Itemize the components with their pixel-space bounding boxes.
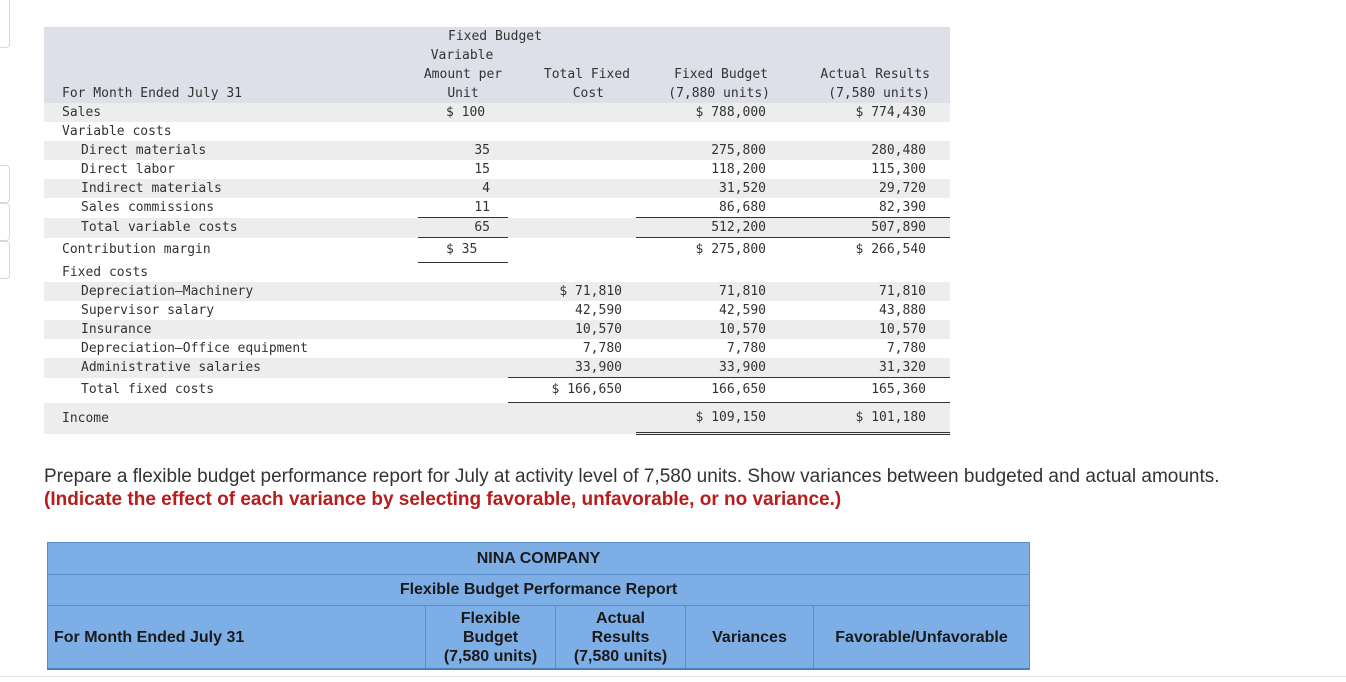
report-title-row: [48, 575, 1030, 606]
table-row: Depreciation—Office equipment 7,780 7,780 7,780: [81, 341, 926, 356]
table-header-row: [44, 27, 950, 103]
report-col-favorable-unfavorable: Favorable/Unfavorable: [814, 606, 1030, 670]
page-divider: [0, 676, 1346, 677]
total-fixed-row: Total fixed costs $ 166,650 166,650 165,360: [44, 378, 950, 403]
table-row: Supervisor salary 42,590 42,590 43,880: [81, 303, 926, 318]
report-col-variances: Variances: [686, 606, 814, 670]
edge-tab: [0, 203, 10, 241]
table-row: Direct materials 35 275,800 280,480: [44, 141, 950, 160]
report-header-row: [48, 606, 1030, 670]
instructions-text: Prepare a flexible budget performance report for July at activity level of 7,580 units. Show variances between budgeted and actual amounts.: [44, 466, 1220, 487]
table-row: Indirect materials 4 31,520 29,720: [44, 179, 950, 198]
header-variable-per-unit: Fixed Budget Variable Amount per Unit: [418, 27, 508, 103]
header-actual-results: Actual Results (7,580 units): [784, 27, 950, 103]
report-col-actual-results: Actual Results (7,580 units): [556, 606, 686, 670]
header-total-fixed-cost: Total Fixed Cost: [508, 27, 636, 103]
income-row: Income $ 109,150 $ 101,180: [44, 403, 950, 434]
header-fixed-budget: Fixed Budget (7,880 units): [636, 27, 784, 103]
variable-costs-heading-row: Variable costs: [62, 124, 172, 139]
table-row: Depreciation—Machinery $ 71,810 71,810 71,810: [44, 282, 950, 301]
total-variable-row: Total variable costs 65 512,200 507,890: [44, 218, 950, 238]
edge-tab: [0, 165, 10, 203]
instructions-emphasis: (Indicate the effect of each variance by selecting favorable, unfavorable, or no variance.): [44, 489, 842, 510]
fixed-budget-table: [44, 27, 950, 435]
header-period-label: For Month Ended July 31: [44, 27, 418, 103]
report-company: NINA COMPANY: [48, 543, 1030, 575]
performance-report-table: [47, 542, 1030, 670]
table-row: Direct labor 15 118,200 115,300: [81, 162, 926, 177]
table-row: Insurance 10,570 10,570 10,570: [44, 320, 950, 339]
edge-tab: [0, 0, 10, 48]
fixed-costs-heading-row: Fixed costs: [62, 265, 149, 280]
instructions: [44, 465, 1224, 511]
table-row: Administrative salaries 33,900 33,900 31,320: [44, 358, 950, 378]
report-company-row: [48, 543, 1030, 575]
report-title: Flexible Budget Performance Report: [48, 575, 1030, 606]
report-col-flexible-budget: Flexible Budget (7,580 units): [426, 606, 556, 670]
report-period-label: For Month Ended July 31: [48, 606, 426, 670]
table-row: Sales commissions 11 86,680 82,390: [44, 198, 950, 218]
edge-tab: [0, 241, 10, 279]
contribution-margin-row: Contribution margin $ 35 $ 275,800 $ 266,540: [44, 238, 950, 263]
sales-row: Sales $ 100 $ 788,000 $ 774,430: [44, 103, 950, 122]
